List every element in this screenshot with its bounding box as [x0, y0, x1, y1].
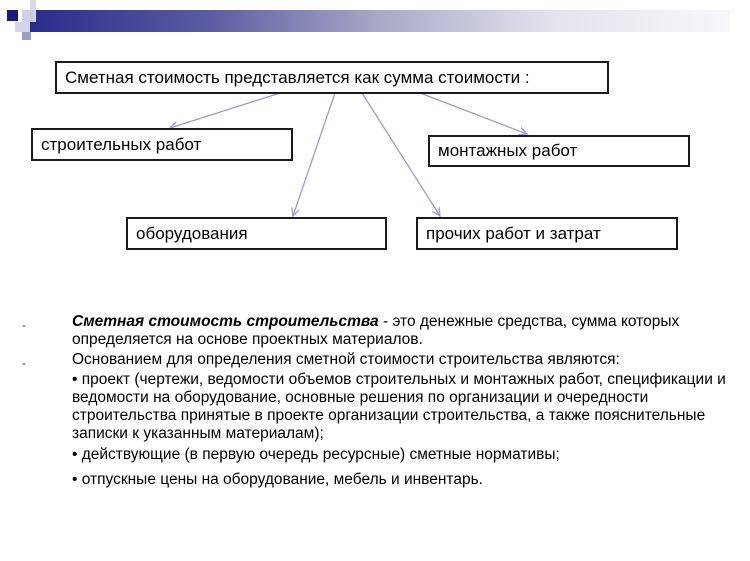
bullet-marker: - — [22, 318, 26, 332]
box-construction — [31, 128, 293, 161]
box-equipment — [126, 217, 387, 250]
box-installation-label: монтажных работ — [438, 141, 578, 160]
body-text — [72, 313, 742, 489]
box-equipment-label: оборудования — [136, 223, 248, 243]
basis-item-project: • проект (чертежи, ведомости объемов строительных и монтажных работ, спецификации и ведомости на оборудование, основные решения по организации и очередности строительства принятые в проекте организации строительства, а также пояснительные записки к указанным материалам); — [72, 371, 726, 442]
definition-paragraph — [72, 313, 742, 349]
box-construction-label: строительных работ — [41, 134, 202, 154]
arrow-to-equipment — [293, 93, 335, 216]
arrow-to-installation — [420, 93, 527, 134]
definition-term: Сметная стоимость строительства — [72, 313, 379, 330]
box-other-label: прочих работ и затрат — [426, 223, 601, 243]
root-box-label: Сметная стоимость представляется как сумма стоимости : — [65, 67, 530, 87]
root-box — [55, 61, 609, 94]
arrow-to-construction — [170, 93, 280, 128]
bullet-marker: - — [22, 356, 26, 370]
box-other — [416, 217, 678, 250]
basis-item-prices: • отпускные цены на оборудование, мебель и инвентарь. — [72, 471, 483, 488]
box-installation — [428, 135, 690, 167]
definition-text: - это денежные средства, сумма которых определяется на основе проектных материалов. — [72, 313, 680, 348]
basis-item-norms: • действующие (в первую очередь ресурсные) сметные нормативы; — [72, 446, 560, 463]
basis-lead: Основанием для определения сметной стоимости строительства являются: — [72, 351, 620, 368]
